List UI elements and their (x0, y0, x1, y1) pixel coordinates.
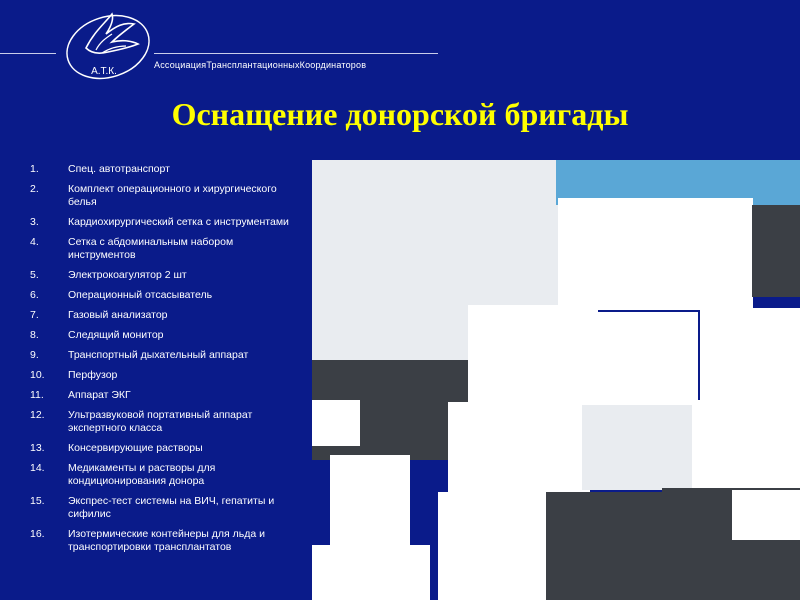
list-item-number: 6. (30, 289, 39, 301)
list-item (30, 236, 300, 262)
surgical-instruments-photo (558, 198, 753, 310)
list-item (30, 163, 300, 176)
list-item-text: Транспортный дыхательный аппарат (68, 349, 249, 361)
list-item-number: 13. (30, 442, 45, 454)
list-item-number: 11. (30, 389, 44, 401)
list-item-number: 16. (30, 528, 45, 540)
list-item-number: 3. (30, 216, 39, 228)
list-item (30, 462, 300, 488)
header-rule-left (0, 53, 56, 54)
list-item (30, 216, 300, 229)
list-item-number: 12. (30, 409, 45, 421)
list-item-text: Изотермические контейнеры для льда и транспортировки трансплантатов (68, 528, 265, 553)
list-item-number: 2. (30, 183, 39, 195)
organization-name: АссоциацияТрансплантационныхКоординаторов (154, 60, 367, 70)
list-item-number: 8. (30, 329, 39, 341)
retractor-photo (752, 205, 800, 297)
header-rule-right (154, 53, 438, 54)
list-item-number: 14. (30, 462, 45, 474)
logo (60, 4, 152, 86)
gas-analyzer-photo (692, 400, 800, 490)
logo-text: А.Т.К. (91, 66, 117, 77)
suction-device-photo (598, 312, 698, 407)
list-item-text: Экспрес-тест системы на ВИЧ, гепатиты и сифилис (68, 495, 275, 520)
list-item (30, 389, 300, 402)
list-item-text: Сетка с абдоминальным набором инструментов (68, 236, 234, 261)
list-item-number: 9. (30, 349, 39, 361)
list-item (30, 289, 300, 302)
list-item-text: Электрокоагулятор 2 шт (68, 269, 187, 281)
list-item-text: Газовый анализатор (68, 309, 168, 321)
list-item-text: Ультразвуковой портативный аппарат экспертного класса (68, 409, 253, 434)
transport-case-photo (546, 492, 662, 600)
list-item-text: Спец. автотранспорт (68, 163, 170, 175)
slide-title: Оснащение донорской бригады (171, 96, 629, 132)
list-item-number: 7. (30, 309, 39, 321)
list-item (30, 369, 300, 382)
patient-monitor-photo (700, 308, 800, 400)
infusion-pump-photo (312, 545, 430, 600)
cooler-container-photo (438, 492, 546, 600)
blood-test-kit-photo (312, 400, 360, 446)
list-item-text: Кардиохирургический сетка с инструментами (68, 216, 289, 228)
ecg-device-photo (582, 405, 692, 490)
list-item (30, 329, 300, 342)
list-item-text: Комплект операционного и хирургического белья (68, 183, 277, 208)
list-item (30, 528, 300, 554)
list-item-number: 5. (30, 269, 39, 281)
list-item-number: 4. (30, 236, 39, 248)
list-item (30, 269, 300, 282)
list-item-number: 10. (30, 369, 45, 381)
list-item (30, 349, 300, 362)
perfusor-photo (330, 455, 410, 545)
ultrasound-photo (468, 305, 598, 413)
list-item-text: Аппарат ЭКГ (68, 389, 131, 401)
solutions-bottles-photo (732, 490, 800, 540)
list-item-text: Операционный отсасыватель (68, 289, 213, 301)
logo-emblem-icon (60, 4, 152, 86)
list-item (30, 183, 300, 209)
list-item (30, 442, 300, 455)
electrocoagulator-photo (448, 402, 590, 492)
list-item-text: Перфузор (68, 369, 118, 381)
list-item-text: Следящий монитор (68, 329, 164, 341)
header (0, 0, 800, 90)
equipment-list (30, 163, 300, 561)
list-item-number: 15. (30, 495, 45, 507)
list-item (30, 409, 300, 435)
list-item-text: Консервирующие растворы (68, 442, 203, 454)
list-item (30, 495, 300, 521)
list-item-number: 1. (30, 163, 39, 175)
list-item-text: Медикаменты и растворы для кондиционирования донора (68, 462, 216, 487)
list-item (30, 309, 300, 322)
